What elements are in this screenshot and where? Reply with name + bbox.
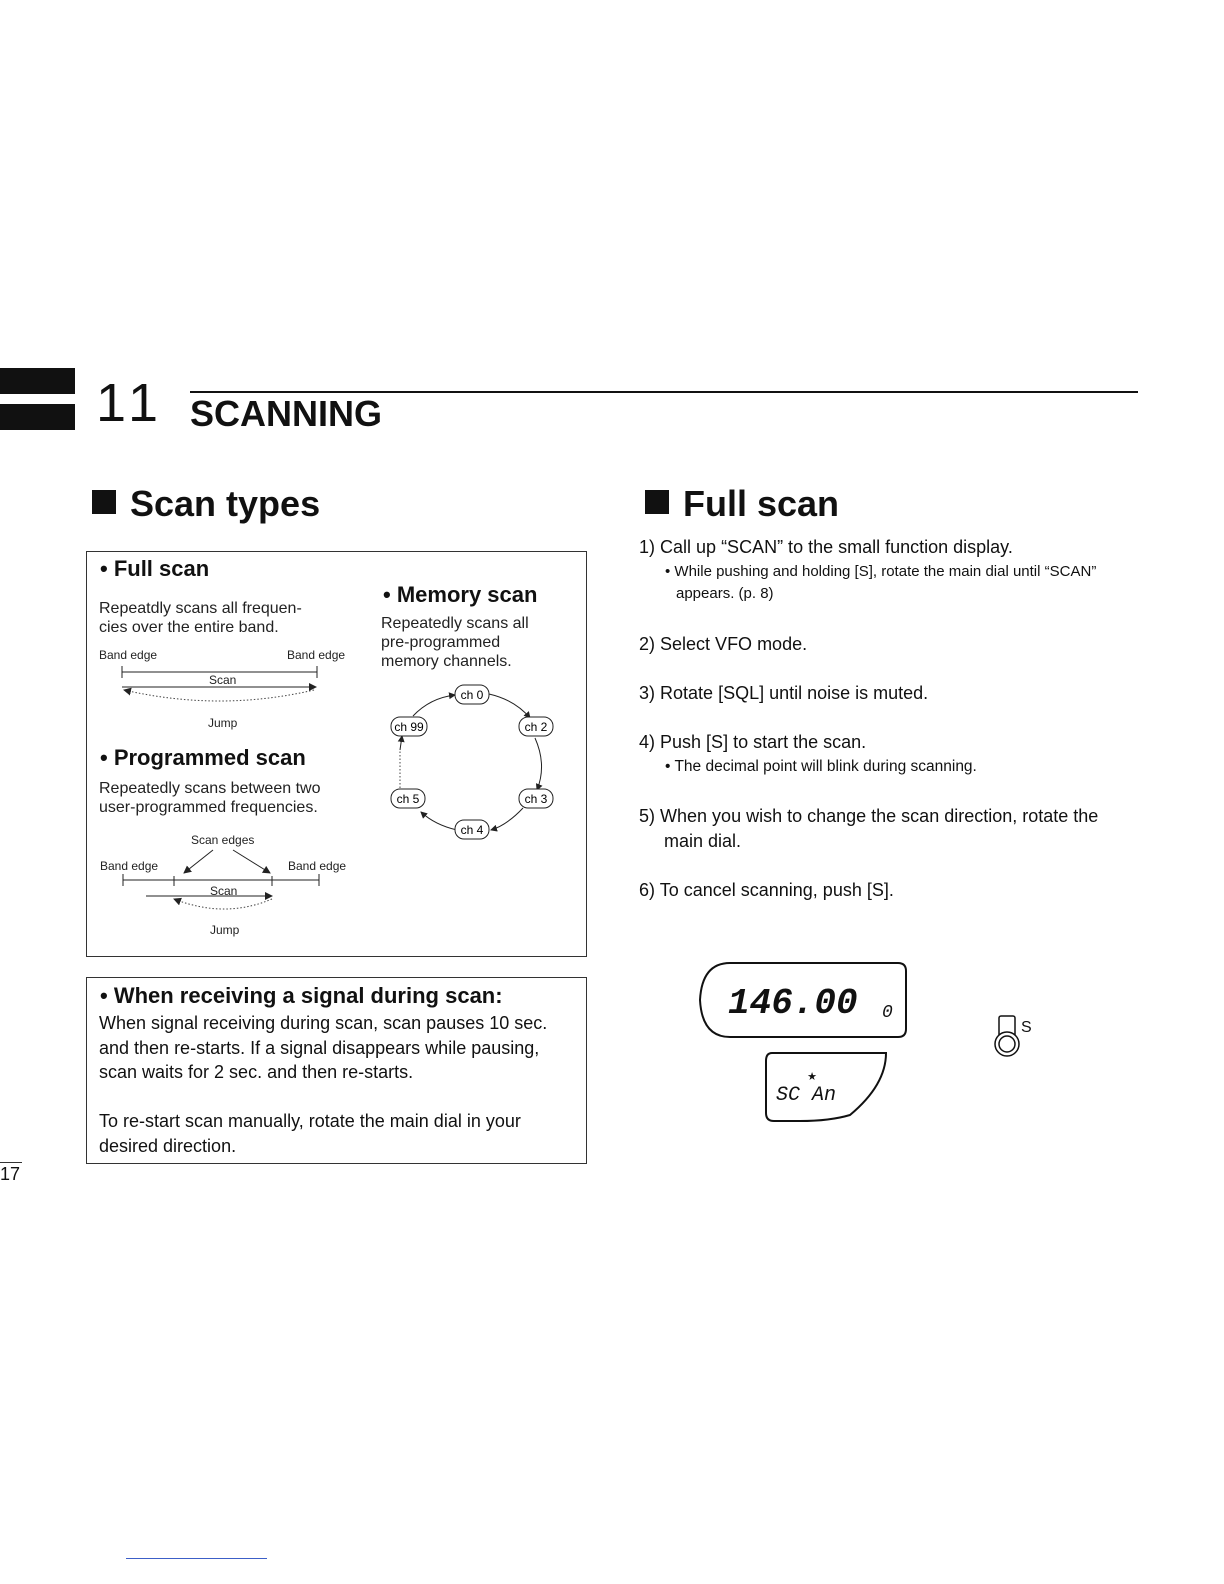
lcd-function-text: SC An	[776, 1084, 837, 1107]
programmed-scan-jump-label: Jump	[210, 923, 240, 937]
step-5-cont: main dial.	[664, 831, 742, 851]
full-scan-band-edge-left: Band edge	[99, 648, 158, 662]
chapter-number: 11	[96, 373, 165, 433]
programmed-scan-band-edge-right: Band edge	[288, 859, 347, 873]
full-scan-heading: • Full scan	[100, 556, 210, 581]
full-scan-jump-label: Jump	[208, 716, 238, 730]
memory-scan-desc: Repeatedly scans all pre-programmed memory channels.	[381, 615, 529, 670]
chapter-tab-bar-top	[0, 368, 75, 394]
full-scan-scan-label: Scan	[209, 673, 237, 687]
full-scan-band-edge-right: Band edge	[287, 648, 346, 662]
page-number: 17	[0, 1164, 21, 1184]
lcd-frequency: 146.00	[728, 983, 858, 1024]
full-scan-diagram	[100, 660, 340, 710]
programmed-scan-heading: • Programmed scan	[100, 745, 306, 770]
channel-label: ch 2	[524, 720, 548, 734]
full-scan-desc: Repeatdly scans all frequen- cies over the entire band.	[99, 600, 302, 636]
lcd-star-icon: ★	[807, 1070, 817, 1083]
lcd-display-illustration	[690, 955, 920, 1130]
channel-label: ch 99	[394, 720, 424, 734]
step-1-note: • While pushing and holding [S], rotate the main dial until “SCAN” appears. (p. 8)	[665, 563, 1097, 602]
lcd-memory-digit: 0	[882, 1003, 893, 1023]
receiving-body: When signal receiving during scan, scan pauses 10 sec. and then re-starts. If a signal disappears while pausing, scan waits for 2 sec. and then re-starts. To re-start scan manually, rotate the main dial in your desired direction.	[99, 1013, 548, 1156]
step-3: 3) Rotate [SQL] until noise is muted.	[639, 683, 929, 703]
step-6: 6) To cancel scanning, push [S].	[639, 880, 894, 900]
step-1: 1) Call up “SCAN” to the small function display.	[639, 537, 1013, 557]
channel-label: ch 4	[460, 823, 484, 837]
step-4-note: • The decimal point will blink during scanning.	[665, 758, 977, 775]
programmed-scan-edges-label: Scan edges	[191, 833, 255, 847]
footer-link-rule	[126, 1558, 267, 1559]
s-button-icon	[990, 1012, 1040, 1067]
page-number-rule	[0, 1162, 22, 1163]
square-bullet-icon	[92, 490, 116, 514]
step-5: 5) When you wish to change the scan direction, rotate the	[639, 806, 1099, 826]
square-bullet-icon	[645, 490, 669, 514]
chapter-title: SCANNING	[190, 393, 383, 434]
scan-types-title: Scan types	[92, 486, 320, 522]
s-button-label: S	[1021, 1019, 1032, 1036]
memory-scan-heading: • Memory scan	[383, 582, 538, 607]
channel-label: ch 5	[396, 792, 420, 806]
programmed-scan-diagram	[100, 840, 340, 920]
step-4: 4) Push [S] to start the scan.	[639, 732, 867, 752]
step-2: 2) Select VFO mode.	[639, 634, 808, 654]
programmed-scan-band-edge-left: Band edge	[100, 859, 159, 873]
memory-scan-diagram	[385, 680, 560, 845]
full-scan-title: Full scan	[645, 486, 839, 522]
channel-label: ch 3	[524, 792, 548, 806]
receiving-heading: • When receiving a signal during scan:	[100, 983, 503, 1008]
programmed-scan-desc: Repeatedly scans between two user-programmed frequencies.	[99, 780, 321, 816]
programmed-scan-scan-label: Scan	[210, 884, 238, 898]
chapter-tab-bar-bottom	[0, 404, 75, 430]
channel-label: ch 0	[460, 688, 484, 702]
